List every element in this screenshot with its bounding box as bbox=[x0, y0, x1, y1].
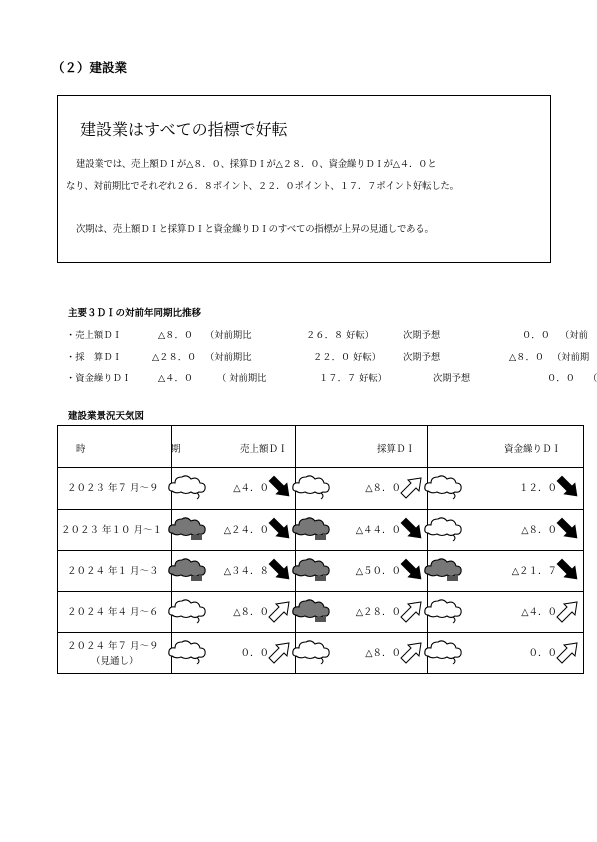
di-value: △８．０ bbox=[365, 483, 401, 494]
trend-row-forecast-tail: （対前期 bbox=[552, 352, 590, 363]
cloud-outline-icon bbox=[167, 596, 207, 628]
di-value: △５０．０ bbox=[355, 566, 401, 577]
down-right-solid-arrow-icon bbox=[267, 474, 293, 504]
di-value: △４．０ bbox=[233, 483, 269, 494]
trend-row-label: ・売上額ＤＩ bbox=[66, 330, 122, 341]
trend-row-sales bbox=[0, 327, 595, 341]
di-value: △２８．０ bbox=[355, 607, 401, 618]
trend-row-compare-label: （対前期比 bbox=[205, 330, 252, 341]
up-right-outline-arrow-icon bbox=[399, 639, 425, 669]
di-value: △８．０ bbox=[521, 525, 557, 536]
period-label: ２０２３ 年７ 月〜９ bbox=[67, 483, 159, 494]
trend-row-compare-value: １７．７ 好転） bbox=[319, 373, 388, 384]
di-value: ０．０ bbox=[240, 648, 269, 659]
period-label: ２０２３ 年１０ 月〜１ bbox=[61, 525, 163, 536]
trend-row-label: ・資金繰りＤＩ bbox=[66, 373, 132, 384]
summary-paragraph-line-2: なり、対前期比でそれぞれ２６．８ポイント、２２．０ポイント、１７．７ポイント好転した。 bbox=[66, 181, 459, 192]
down-right-solid-arrow-icon bbox=[267, 557, 293, 587]
di-value: △８．０ bbox=[365, 648, 401, 659]
period-label: ２０２４ 年４ 月〜６ bbox=[67, 607, 159, 618]
trend-row-value: △４．０ bbox=[158, 373, 194, 384]
trend-row-forecast-tail: （ bbox=[588, 373, 597, 384]
di-value: △２４．０ bbox=[223, 525, 269, 536]
down-right-solid-arrow-icon bbox=[267, 516, 293, 546]
di-value: ０．０ bbox=[528, 648, 557, 659]
up-right-outline-arrow-icon bbox=[399, 598, 425, 628]
trend-row-compare-label: （ 対前期比 bbox=[217, 373, 267, 384]
down-right-solid-arrow-icon bbox=[399, 557, 425, 587]
cloud-outline-icon bbox=[423, 637, 463, 669]
cloud-outline-icon bbox=[167, 472, 207, 504]
header-sales-di: 売上額ＤＩ bbox=[240, 444, 288, 455]
di-value: △４４．０ bbox=[355, 525, 401, 536]
up-right-outline-arrow-icon bbox=[267, 639, 293, 669]
down-right-solid-arrow-icon bbox=[555, 516, 581, 546]
trend-section-title: 主要３ＤＩの対前年同期比推移 bbox=[68, 308, 202, 319]
summary-forecast-paragraph: 次期は、売上額ＤＩと採算ＤＩと資金繰りＤＩのすべての指標が上昇の見通しである。 bbox=[76, 224, 434, 235]
down-right-solid-arrow-icon bbox=[555, 474, 581, 504]
rain-cloud-icon bbox=[291, 514, 331, 546]
trend-row-forecast-label: 次期予想 bbox=[403, 352, 441, 363]
header-period-left: 時 bbox=[76, 444, 86, 455]
trend-row-forecast-label: 次期予想 bbox=[433, 373, 471, 384]
trend-row-forecast-label: 次期予想 bbox=[403, 330, 441, 341]
down-right-solid-arrow-icon bbox=[555, 557, 581, 587]
trend-row-profit bbox=[0, 349, 595, 363]
summary-title: 建設業はすべての指標で好転 bbox=[80, 120, 288, 139]
trend-row-compare-label: （対前期比 bbox=[205, 352, 252, 363]
trend-row-value: △８．０ bbox=[158, 330, 194, 341]
up-right-outline-arrow-icon bbox=[399, 474, 425, 504]
trend-row-value: △２８．０ bbox=[152, 352, 197, 363]
di-value: １２．０ bbox=[518, 483, 557, 494]
di-value: △２１．７ bbox=[511, 566, 557, 577]
cloud-outline-icon bbox=[291, 472, 331, 504]
period-sublabel: （見通し） bbox=[91, 656, 139, 667]
trend-row-cashflow bbox=[0, 370, 595, 384]
trend-row-compare-value: ２６．８ 好転） bbox=[306, 330, 375, 341]
summary-paragraph-line-1: 建設業では、売上額ＤＩが△８．０、採算ＤＩが△２８．０、資金繰りＤＩが△４．０と bbox=[76, 159, 437, 170]
header-profit-di: 採算ＤＩ bbox=[377, 444, 416, 455]
di-value: △８．０ bbox=[233, 607, 269, 618]
up-right-outline-arrow-icon bbox=[267, 598, 293, 628]
header-cashflow-di: 資金繰りＤＩ bbox=[504, 444, 562, 455]
trend-row-forecast-value: ０．０ bbox=[522, 330, 550, 341]
rain-cloud-icon bbox=[167, 514, 207, 546]
trend-row-forecast-tail: （対前 bbox=[560, 330, 588, 341]
trend-row-forecast-value: △８．０ bbox=[509, 352, 545, 363]
weather-table bbox=[57, 425, 584, 674]
section-heading: （２）建設業 bbox=[52, 60, 128, 75]
rain-cloud-icon bbox=[291, 555, 331, 587]
cloud-outline-icon bbox=[423, 472, 463, 504]
header-period-right: 期 bbox=[171, 444, 181, 455]
period-label: ２０２４ 年７ 月〜９ bbox=[67, 641, 159, 652]
cloud-outline-icon bbox=[423, 514, 463, 546]
summary-box bbox=[57, 95, 551, 263]
weather-section-title: 建設業景況天気図 bbox=[68, 411, 145, 422]
period-label: ２０２４ 年１ 月〜３ bbox=[67, 566, 159, 577]
down-right-solid-arrow-icon bbox=[399, 516, 425, 546]
rain-cloud-icon bbox=[167, 555, 207, 587]
trend-row-forecast-value: ０．０ bbox=[547, 373, 575, 384]
trend-row-compare-value: ２２．０ 好転） bbox=[313, 352, 382, 363]
up-right-outline-arrow-icon bbox=[555, 639, 581, 669]
rain-cloud-icon bbox=[423, 555, 463, 587]
cloud-outline-icon bbox=[423, 596, 463, 628]
di-value: △４．０ bbox=[521, 607, 557, 618]
cloud-outline-icon bbox=[167, 637, 207, 669]
rain-cloud-icon bbox=[291, 596, 331, 628]
trend-row-label: ・採 算ＤＩ bbox=[66, 352, 122, 363]
cloud-outline-icon bbox=[291, 637, 331, 669]
up-right-outline-arrow-icon bbox=[555, 598, 581, 628]
di-value: △３４．８ bbox=[223, 566, 269, 577]
